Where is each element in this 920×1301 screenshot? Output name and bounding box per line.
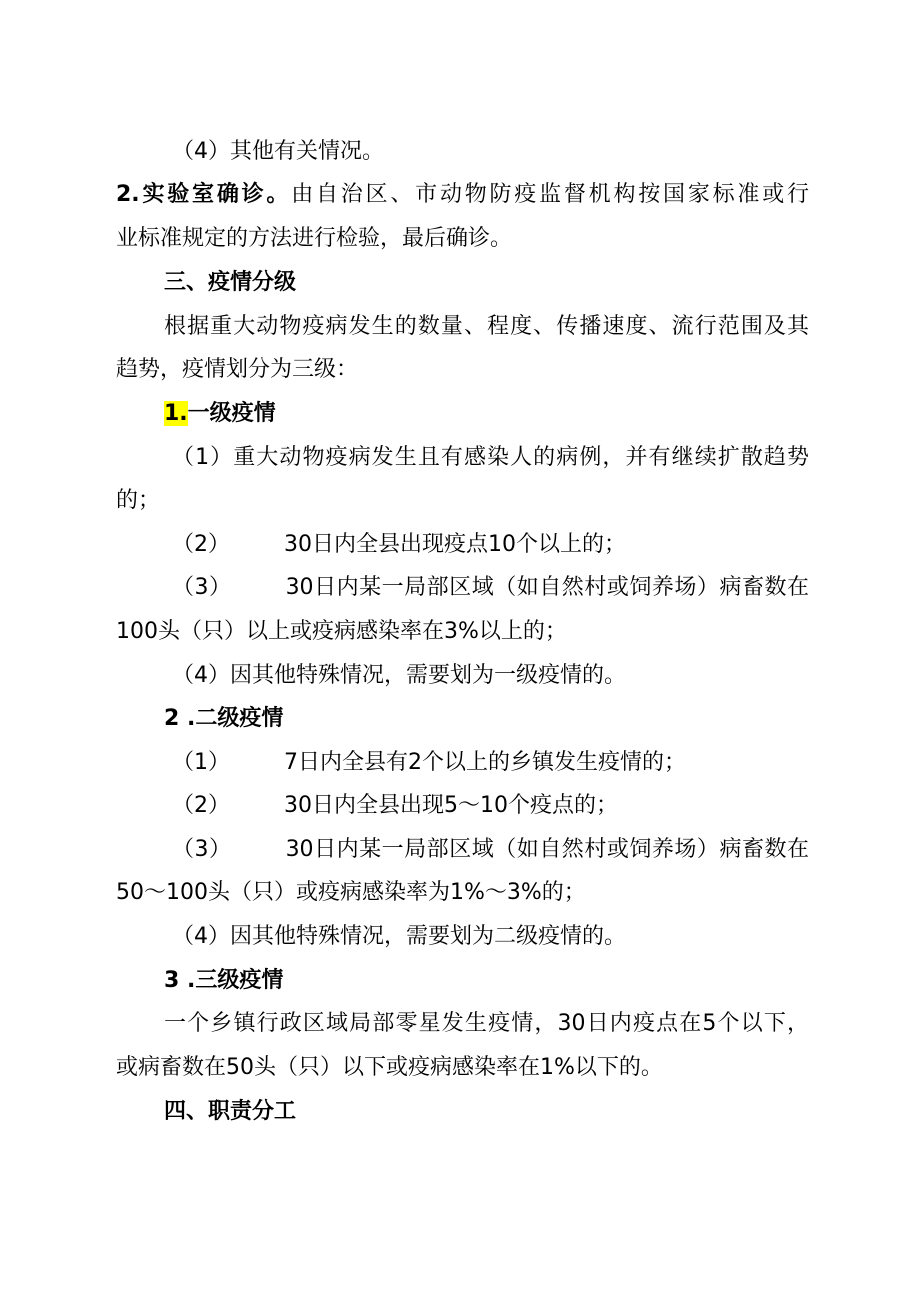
level-one-item-3-continuation: 100头（只）以上或疫病感染率在3%以上的；	[116, 619, 567, 644]
level-one-heading	[164, 394, 276, 434]
item-number: （2）	[172, 532, 230, 557]
level-one-title: 一级疫情	[187, 401, 276, 426]
level-one-item-2	[172, 525, 626, 565]
section-heading-epidemic-grading: 三、疫情分级	[164, 270, 297, 295]
level-two-item-3-continuation: 50～100头（只）或疫病感染率为1%～3%的；	[116, 880, 586, 905]
item-number: （3）	[172, 575, 232, 600]
item-text: 30日内全县出现疫点10个以上的；	[284, 532, 626, 557]
level-two-heading: 2 .二级疫情	[164, 706, 284, 731]
item-number: （1）	[172, 750, 230, 775]
lab-diagnosis-continuation: 业标准规定的方法进行检验，最后确诊。	[116, 226, 513, 251]
level-one-item-4: （4）因其他特殊情况，需要划为一级疫情的。	[172, 663, 626, 688]
item-number: （2）	[172, 793, 230, 818]
level-two-item-1	[172, 743, 686, 783]
item-text: 30日内某一局部区域（如自然村或饲养场）病畜数在	[285, 837, 809, 862]
grading-intro-continuation: 趋势，疫情划分为三级：	[116, 357, 359, 382]
level-two-item-2	[172, 786, 618, 826]
item-text: 30日内某一局部区域（如自然村或饲养场）病畜数在	[285, 575, 809, 600]
section-heading-duties: 四、职责分工	[164, 1099, 297, 1124]
grading-intro: 根据重大动物疫病发生的数量、程度、传播速度、流行范围及其	[164, 314, 809, 339]
item-text: 7日内全县有2个以上的乡镇发生疫情的；	[284, 750, 686, 775]
level-three-description-continuation: 或病畜数在50头（只）以下或疫病感染率在1%以下的。	[116, 1055, 663, 1080]
lab-diagnosis-heading: 2.实验室确诊。	[116, 182, 292, 207]
level-two-item-4: （4）因其他特殊情况，需要划为二级疫情的。	[172, 924, 626, 949]
lab-diagnosis-text: 由自治区、市动物防疫监督机构按国家标准或行	[291, 182, 809, 207]
level-one-item-1-continuation: 的；	[116, 488, 161, 513]
level-one-item-3	[172, 568, 809, 608]
item-text: 30日内全县出现5～10个疫点的；	[284, 793, 618, 818]
level-three-description: 一个乡镇行政区域局部零星发生疫情，30日内疫点在5个以下，	[164, 1011, 809, 1036]
paragraph-other-situations: （4）其他有关情况。	[172, 139, 384, 164]
paragraph-lab-diagnosis	[116, 175, 809, 215]
level-one-item-1: （1）重大动物疫病发生且有感染人的病例，并有继续扩散趋势	[172, 445, 809, 470]
level-two-item-3	[172, 830, 809, 870]
item-number: （3）	[172, 837, 232, 862]
highlighted-number: 1.	[164, 401, 188, 426]
level-three-heading: 3 .三级疫情	[164, 968, 284, 993]
